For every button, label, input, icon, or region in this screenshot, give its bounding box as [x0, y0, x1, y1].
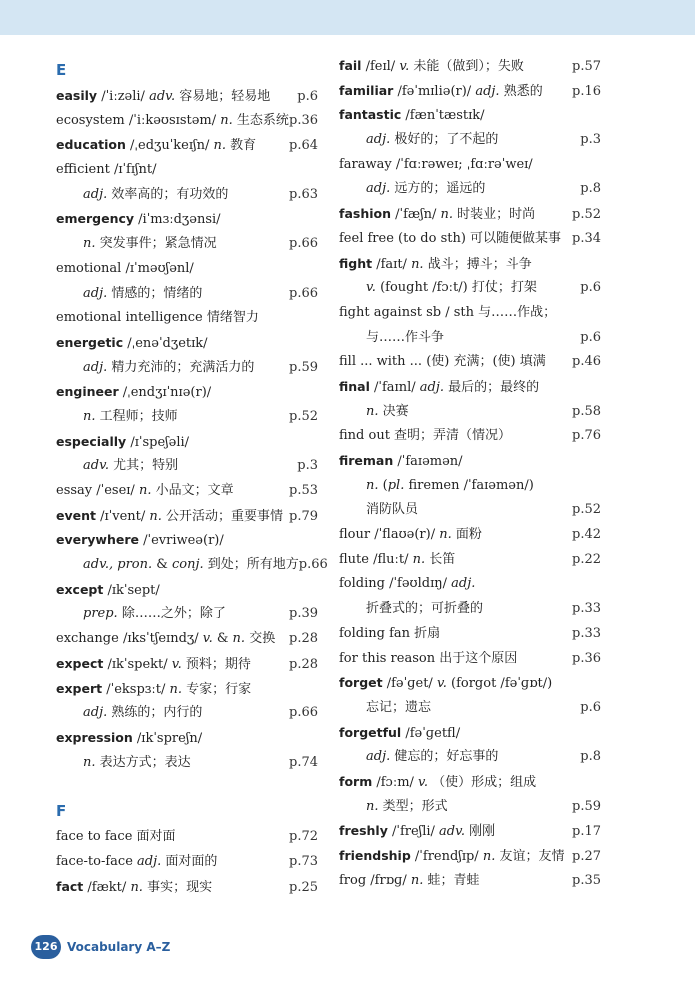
vocab-entry-row — [56, 701, 318, 726]
vocab-entry-row — [56, 578, 318, 603]
vocab-entry-row — [339, 128, 601, 153]
vocab-entry-row — [56, 430, 318, 455]
vocab-entry-row — [339, 696, 601, 721]
entry-text: easily /ˈiːzəli/ adv. 容易地；轻易地 — [56, 88, 271, 104]
entry-text: fireman /ˈfaɪəmən/ — [339, 453, 463, 469]
entry-page-ref: p.6 — [580, 329, 601, 345]
entry-page-ref: p.79 — [289, 508, 318, 524]
vocab-entry-row — [339, 227, 601, 252]
vocab-entry-row — [339, 326, 601, 351]
vocab-entry-row — [339, 153, 601, 178]
vocab-entry-row — [56, 850, 318, 875]
entry-page-ref: p.66 — [289, 236, 318, 252]
vocab-entry-row — [339, 474, 601, 499]
entry-text: flute /fluːt/ n. 长笛 — [339, 551, 456, 567]
entry-text: fight against sb / sth 与……作战； — [339, 304, 557, 320]
entry-text: engineer /ˌendʒɪˈnɪə(r)/ — [56, 384, 212, 401]
entry-page-ref: p.22 — [572, 551, 601, 567]
entry-page-ref: p.59 — [289, 359, 318, 375]
vocab-entry-row — [339, 301, 601, 326]
vocab-entry-row — [339, 424, 601, 449]
entry-text: v. (fought /fɔːt/) 打仗；打架 — [366, 280, 537, 296]
entry-page-ref: p.6 — [297, 89, 318, 104]
entry-page-ref: p.46 — [572, 354, 601, 370]
entry-text: expert /ˈekspɜːt/ n. 专家；行家 — [56, 680, 252, 697]
vocab-entry-row — [339, 795, 601, 820]
entry-text: friendship /ˈfrendʃɪp/ n. 友谊；友情 — [339, 848, 565, 864]
entry-text: adj. 情感的；情绪的 — [83, 285, 203, 301]
vocab-entry-row — [56, 405, 318, 430]
right-column — [339, 54, 601, 893]
entry-text: expect /ɪkˈspekt/ v. 预料；期待 — [56, 655, 251, 672]
entry-text: frog /frɒɡ/ n. 蛙；青蛙 — [339, 872, 480, 888]
entry-page-ref: p.52 — [572, 502, 601, 518]
vocab-entry-row — [339, 721, 601, 746]
entry-text: adj. 远方的；遥远的 — [366, 181, 486, 197]
entry-page-ref: p.66 — [289, 705, 318, 721]
vocab-entry-row — [56, 133, 318, 158]
vocab-entry-row — [339, 79, 601, 104]
vocab-entry-row — [339, 498, 601, 523]
vocab-entry-row — [339, 745, 601, 770]
entry-text: exchange /ɪksˈtʃeɪndʒ/ v. & n. 交换 — [56, 631, 276, 647]
entry-text: adj. 效率高的；有功效的 — [83, 186, 229, 202]
vocab-entry-row — [56, 207, 318, 232]
vocab-entry-row — [339, 449, 601, 474]
entry-page-ref: p.34 — [572, 230, 601, 246]
vocab-entry-row — [339, 276, 601, 301]
vocab-entry-row — [56, 528, 318, 553]
entry-text: adj. 精力充沛的；充满活力的 — [83, 359, 255, 375]
entry-page-ref: p.42 — [572, 527, 601, 543]
entry-text: form /fɔːm/ v. （使）形成；组成 — [339, 773, 537, 790]
entry-page-ref: p.8 — [580, 749, 601, 765]
entry-text: find out 查明；弄清（情况） — [339, 428, 512, 444]
entry-text: fact /fækt/ n. 事实；现实 — [56, 878, 213, 895]
vocab-entry-row — [339, 770, 601, 795]
vocab-entry-row — [56, 553, 328, 578]
vocab-entry-row — [339, 869, 601, 894]
entry-page-ref: p.28 — [289, 631, 318, 647]
entry-page-ref: p.57 — [572, 59, 601, 74]
entry-text: n. 决赛 — [366, 403, 409, 419]
section-letter-f: F — [56, 802, 67, 821]
entry-text: essay /ˈeseɪ/ n. 小品文；文章 — [56, 483, 234, 498]
vocab-entry-row — [56, 331, 318, 356]
vocab-entry-row — [339, 400, 601, 425]
vocab-entry-row — [339, 819, 601, 844]
entry-text: adj. 极好的；了不起的 — [366, 132, 499, 148]
vocab-entry-row — [339, 844, 601, 869]
vocab-entry-row — [56, 677, 318, 702]
vocab-entry-row — [339, 572, 601, 597]
vocab-entry-row — [56, 751, 318, 776]
vocab-entry-row — [56, 479, 318, 504]
vocab-entry-row — [56, 282, 318, 307]
entry-text: n. 突发事件；紧急情况 — [83, 236, 217, 252]
entry-text: event /ɪˈvent/ n. 公开活动；重要事情 — [56, 507, 284, 524]
vocab-entry-row — [56, 232, 318, 257]
section-letter-e: E — [56, 61, 67, 79]
entry-page-ref: p.17 — [572, 824, 601, 840]
entry-page-ref: p.33 — [572, 625, 601, 641]
vocab-entry-row — [56, 825, 318, 850]
entry-text: n. (pl. firemen /ˈfaɪəmən/) — [366, 477, 534, 493]
entry-text: emergency /iˈmɜːdʒənsi/ — [56, 211, 221, 228]
entry-text: n. 类型；形式 — [366, 798, 448, 814]
vocab-entry-row — [56, 454, 318, 479]
vocab-entry-row — [56, 109, 318, 134]
vocab-entry-row — [56, 257, 318, 282]
entry-text: fight /faɪt/ n. 战斗；搏斗；斗争 — [339, 255, 532, 272]
entry-text: fashion /ˈfæʃn/ n. 时装业；时尚 — [339, 206, 536, 223]
entry-text: folding /ˈfəʊldɪŋ/ adj. — [339, 576, 476, 592]
entry-text: freshly /ˈfreʃli/ adv. 刚刚 — [339, 823, 496, 840]
vocab-entry-row — [339, 103, 601, 128]
entry-text: 消防队员 — [366, 502, 419, 518]
entry-page-ref: p.33 — [572, 601, 601, 617]
vocab-entry-row — [56, 875, 318, 900]
entry-text: fill ... with ... (使) 充满；(使) 填满 — [339, 354, 546, 370]
entry-text: adv., pron. & conj. 到处；所有地方 — [83, 557, 299, 573]
vocab-entry-row — [56, 627, 318, 652]
left-column — [56, 54, 328, 899]
vocab-entry-row — [339, 597, 601, 622]
vocab-entry-row — [56, 380, 318, 405]
entry-text: forgetful /fəˈɡetfl/ — [339, 724, 461, 741]
entry-page-ref: p.66 — [289, 285, 318, 301]
entry-text: flour /ˈflaʊə(r)/ n. 面粉 — [339, 527, 482, 543]
entry-text: emotional /ɪˈməʊʃənl/ — [56, 260, 194, 276]
entry-page-ref: p.6 — [580, 699, 601, 715]
entries-f-continued — [339, 54, 601, 893]
entry-page-ref: p.39 — [289, 606, 318, 622]
entry-text: adv. 尤其；特别 — [83, 458, 179, 474]
entry-page-ref: p.25 — [289, 879, 318, 895]
entry-page-ref: p.66 — [298, 557, 328, 573]
vocab-entry-row — [56, 602, 318, 627]
entry-text: emotional intelligence 情绪智力 — [56, 310, 259, 326]
entry-text: 与……作斗争 — [366, 329, 445, 345]
entry-page-ref: p.3 — [297, 458, 318, 474]
entry-text: face-to-face adj. 面对面的 — [56, 853, 218, 869]
entry-text: prep. 除……之外；除了 — [83, 606, 226, 622]
entry-text: feel free (to do sth) 可以随便做某事 — [339, 230, 562, 246]
entry-page-ref: p.52 — [289, 408, 318, 424]
vocab-entry-row — [56, 84, 318, 109]
entries-e — [56, 84, 328, 775]
entry-text: ecosystem /ˈiːkəʊsɪstəm/ n. 生态系统 — [56, 112, 289, 128]
entry-text: n. 表达方式；表达 — [83, 754, 191, 770]
entry-text: 忘记；遗忘 — [366, 699, 432, 715]
entry-text: final /ˈfaɪnl/ adj. 最后的；最终的 — [339, 378, 540, 395]
vocab-entry-row — [339, 177, 601, 202]
vocab-entry-row — [339, 54, 601, 79]
entry-text: n. 工程师；技师 — [83, 408, 178, 424]
vocab-entry-row — [56, 306, 318, 331]
vocab-entry-row — [339, 523, 601, 548]
vocab-entry-row — [339, 622, 601, 647]
entry-text: folding fan 折扇 — [339, 625, 441, 641]
entry-page-ref: p.64 — [289, 138, 318, 154]
entry-text: for this reason 出于这个原因 — [339, 650, 518, 666]
header-band — [0, 0, 695, 35]
entry-page-ref: p.72 — [289, 829, 318, 845]
entry-page-ref: p.52 — [572, 207, 601, 223]
vocab-entry-row — [56, 726, 318, 751]
vocab-entry-row — [339, 350, 601, 375]
entry-text: faraway /ˈfɑːrəweɪ; ˌfɑːrəˈweɪ/ — [339, 156, 533, 172]
vocab-entry-row — [339, 671, 601, 696]
entry-text: familiar /fəˈmɪliə(r)/ adj. 熟悉的 — [339, 82, 543, 99]
entry-page-ref: p.58 — [572, 403, 601, 419]
entry-text: efficient /ɪˈfɪʃnt/ — [56, 162, 157, 178]
entry-text: forget /fəˈɡet/ v. (forgot /fəˈɡɒt/) — [339, 675, 553, 692]
entry-page-ref: p.53 — [289, 483, 318, 498]
entry-page-ref: p.76 — [572, 428, 601, 444]
entry-page-ref: p.8 — [580, 181, 601, 197]
entry-text: expression /ɪkˈspreʃn/ — [56, 729, 203, 746]
page-number-badge: 126 — [31, 935, 61, 959]
entry-page-ref: p.3 — [580, 132, 601, 148]
entry-text: 折叠式的；可折叠的 — [366, 601, 484, 617]
vocab-entry-row — [56, 652, 318, 677]
vocab-entry-row — [339, 647, 601, 672]
entry-text: education /ˌedʒuˈkeɪʃn/ n. 教育 — [56, 137, 257, 154]
entry-page-ref: p.59 — [572, 798, 601, 814]
entry-text: adj. 熟练的；内行的 — [83, 705, 203, 721]
vocab-entry-row — [56, 504, 318, 529]
entry-text: adj. 健忘的；好忘事的 — [366, 749, 499, 765]
entry-page-ref: p.36 — [572, 650, 601, 666]
entry-text: fantastic /fænˈtæstɪk/ — [339, 107, 485, 124]
entry-page-ref: p.6 — [580, 280, 601, 296]
entry-text: everywhere /ˈevriweə(r)/ — [56, 532, 224, 549]
vocab-entry-row — [339, 202, 601, 227]
entry-text: except /ɪkˈsept/ — [56, 581, 160, 598]
vocab-entry-row — [56, 356, 318, 381]
vocab-entry-row — [339, 548, 601, 573]
page-footer — [31, 935, 170, 959]
vocab-entry-row — [339, 252, 601, 277]
entry-page-ref: p.63 — [289, 186, 318, 202]
entry-text: especially /ɪˈspeʃəli/ — [56, 433, 190, 450]
entry-page-ref: p.35 — [572, 872, 601, 888]
entry-page-ref: p.73 — [289, 853, 318, 869]
entry-page-ref: p.27 — [572, 849, 601, 864]
vocab-entry-row — [56, 158, 318, 183]
entry-text: fail /feɪl/ v. 未能（做到）；失败 — [339, 58, 524, 74]
vocab-entry-row — [56, 183, 318, 208]
entry-page-ref: p.28 — [289, 656, 318, 672]
footer-title: Vocabulary A–Z — [67, 940, 171, 954]
entry-page-ref: p.36 — [289, 112, 318, 128]
entries-f — [56, 825, 318, 899]
entry-text: energetic /ˌenəˈdʒetɪk/ — [56, 334, 208, 351]
entry-page-ref: p.16 — [572, 83, 601, 99]
entry-text: face to face 面对面 — [56, 829, 176, 845]
entry-page-ref: p.74 — [289, 754, 318, 770]
vocab-entry-row — [339, 375, 601, 400]
